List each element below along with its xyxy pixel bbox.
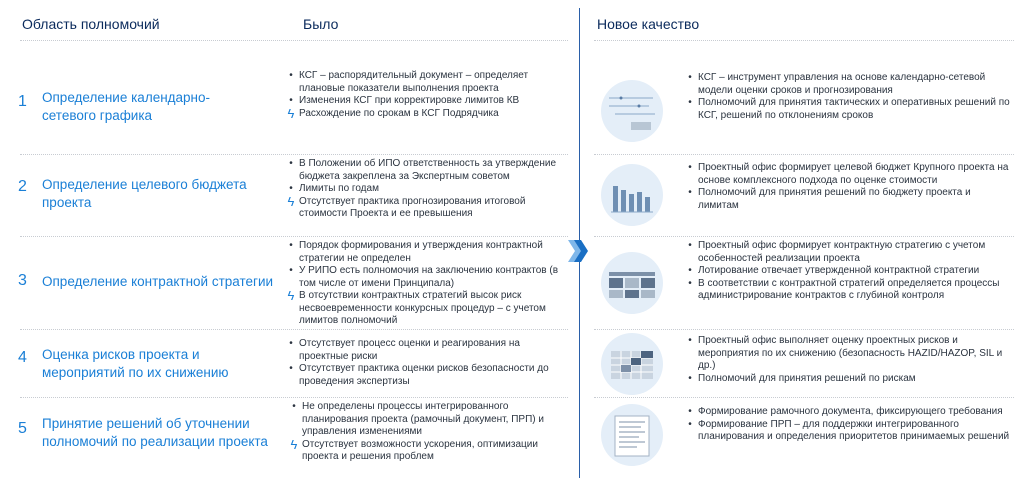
- was-list: [285, 70, 565, 120]
- list-item: • У РИПО есть полномочия на заключению контрактов (в том числе от имени Принципала): [289, 265, 559, 289]
- new-list: [684, 335, 1014, 385]
- risk-matrix-icon: [601, 333, 663, 395]
- lightning-icon: ϟ: [287, 193, 295, 209]
- list-item: • Отсутствует процесс оценки и реагирования на проектные риски: [289, 338, 520, 362]
- row-number: 2: [18, 178, 27, 195]
- list-item: ϟ Отсутствует практика прогнозирования итоговой стоимости Проекта и ее превышения: [287, 193, 526, 219]
- list-item: • Лимиты по годам: [289, 183, 379, 194]
- new-list: [684, 240, 1014, 303]
- list-item: • Формирование рамочного документа, фиксирующего требования: [688, 406, 1003, 417]
- new-list: [684, 72, 1014, 122]
- row-title: Определение целевого бюджета проекта: [42, 177, 247, 210]
- list-item: • Порядок формирования и утверждения контрактной стратегии не определен: [289, 240, 543, 264]
- list-item: • Проектный офис формирует целевой бюджет Крупного проекта на основе комплексного подхода по оценке стоимости: [688, 162, 1009, 186]
- row-number: 1: [18, 93, 27, 110]
- list-item: • КСГ – инструмент управления на основе календарно-сетевой модели оценки сроков и прогнозирования: [688, 72, 986, 96]
- list-item: ϟ В отсутствии контрактных стратегий высок риск несвоевременности конкурсных процедур – с учетом лимитов полномочий: [287, 288, 546, 326]
- list-item: • КСГ – распорядительный документ – определяет плановые показатели выполнения проекта: [289, 70, 529, 94]
- row-number: 3: [18, 272, 27, 289]
- list-item: • Проектный офис выполняет оценку проектных рисков и мероприятия по их снижению (безопасность HAZID/HAZOP, SIL и др.): [688, 335, 1003, 371]
- row-separator: [594, 154, 1014, 155]
- list-item: ϟ Отсутствует возможности ускорения, оптимизации проекта и решения проблем: [290, 436, 538, 462]
- was-list: [285, 240, 567, 328]
- row-separator: [20, 154, 568, 155]
- row-number: 5: [18, 420, 27, 437]
- row-2: [0, 156, 1024, 236]
- row-3: [0, 238, 1024, 328]
- row-separator: [20, 397, 568, 398]
- new-list: [684, 162, 1014, 212]
- row-separator: [20, 236, 568, 237]
- list-item: • Проектный офис формирует контрактную стратегию с учетом особенностей реализации проекта: [688, 240, 986, 264]
- row-1: [0, 68, 1024, 154]
- schedule-chart-icon: [601, 80, 663, 142]
- row-separator: [594, 329, 1014, 330]
- row-number: 4: [18, 349, 27, 366]
- list-item: • Полномочий для принятия тактических и оперативных решений по КСГ, решений по отклонениям сроков: [688, 97, 1010, 121]
- lightning-icon: ϟ: [287, 288, 295, 303]
- row-separator: [594, 236, 1014, 237]
- header-scope: Область полномочий: [22, 16, 160, 32]
- list-item: • Формирование ПРП – для поддержки интегрированного планирования и определения приоритетов принимаемых решений: [688, 418, 1010, 442]
- list-item: • В Положении об ИПО ответственность за утверждение бюджета закреплена за Экспертным советом: [289, 158, 557, 182]
- header-was: Было: [303, 16, 339, 32]
- row-title: Определение календарно-сетевого графика: [42, 90, 211, 123]
- was-list: [288, 401, 566, 464]
- list-item: • Отсутствует практика оценки рисков безопасности до проведения экспертизы: [289, 363, 549, 387]
- lightning-icon: ϟ: [290, 436, 298, 452]
- row-5: [0, 400, 1024, 480]
- list-item: • Полномочий для принятия решений по бюджету проекта и лимитам: [688, 187, 971, 211]
- row-title: Оценка рисков проекта и мероприятий по их снижению: [42, 347, 229, 380]
- list-item: ϟ Расхождение по срокам в КСГ Подрядчика: [287, 105, 499, 121]
- lightning-icon: ϟ: [287, 105, 295, 121]
- header-divider-left: [20, 40, 568, 41]
- list-item: • В соответствии с контрактной стратегий определяется процессы администрирование контрактов с глубиной контроля: [688, 277, 1000, 301]
- list-item: • Полномочий для принятия решений по рискам: [688, 372, 916, 384]
- was-list: [285, 158, 567, 221]
- list-item: • Не определены процессы интегрированного планирования проекта (рамочный документ, ПРП) и управления изменениями: [292, 401, 544, 437]
- header-new-quality: Новое качество: [597, 16, 700, 32]
- contract-map-icon: [601, 252, 663, 314]
- new-list: [684, 406, 1014, 444]
- row-4: [0, 331, 1024, 397]
- header-divider-right: [594, 40, 1014, 41]
- list-item: • Лотирование отвечает утвержденной контрактной стратегии: [688, 265, 980, 276]
- row-separator: [20, 329, 568, 330]
- row-title: Определение контрактной стратегии: [42, 274, 274, 289]
- budget-bar-chart-icon: [601, 164, 663, 226]
- row-title: Принятие решений об уточнении полномочий по реализации проекта: [42, 416, 268, 449]
- was-list: [285, 338, 567, 388]
- document-icon: [601, 404, 663, 466]
- list-item: • Изменения КСГ при корректировке лимитов КВ: [289, 95, 520, 106]
- row-separator: [594, 397, 1014, 398]
